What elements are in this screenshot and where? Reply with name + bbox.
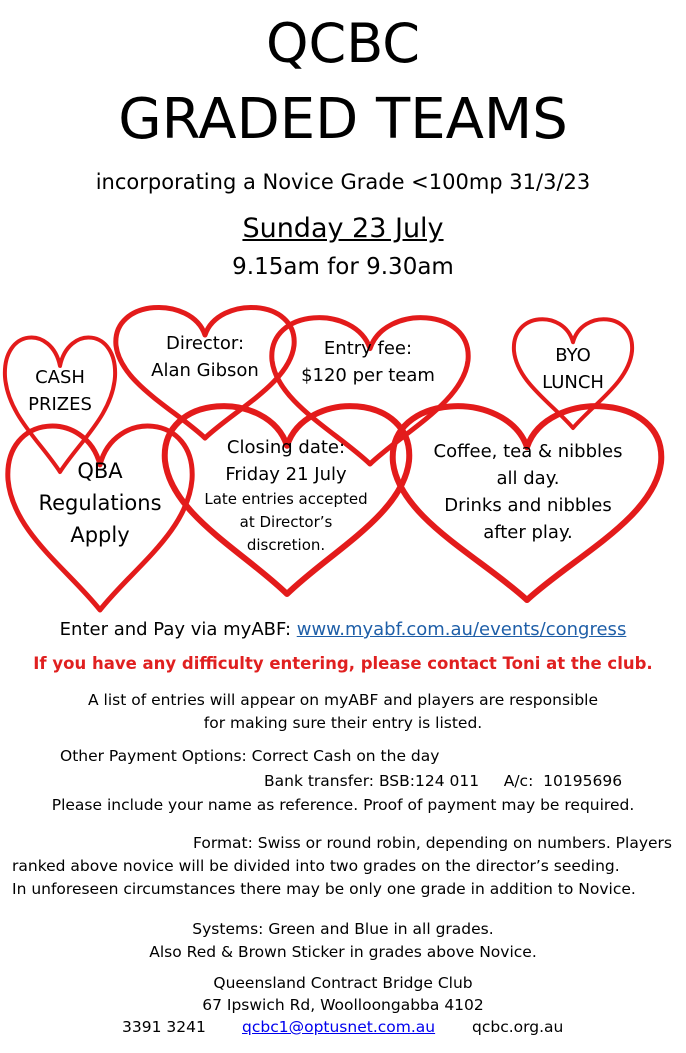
heart-closing-line2: Friday 21 July — [225, 464, 347, 485]
format-line3: In unforeseen circumstances there may be only one grade in addition to Novice. — [12, 880, 636, 898]
event-time: 9.15am for 9.30am — [232, 254, 454, 280]
heart-closing-date — [192, 434, 380, 557]
heart-coffee-line1: Coffee, tea & nibbles — [433, 441, 623, 462]
club-address: 67 Ipswich Rd, Woolloongabba 4102 — [202, 996, 484, 1014]
format-block — [193, 832, 672, 855]
event-date: Sunday 23 July — [242, 213, 444, 244]
heart-director-line1: Director: — [165, 333, 245, 354]
heart-byo-line2: LUNCH — [542, 372, 604, 393]
heart-cash-prizes — [10, 364, 110, 418]
heart-cash-line2: PRIZES — [28, 394, 92, 415]
entries-note-line2: for making sure their entry is listed. — [203, 714, 483, 732]
heart-closing-line5: discretion. — [246, 536, 326, 554]
enter-pay-line — [0, 617, 686, 643]
heart-coffee-line3: Drinks and nibbles — [444, 495, 612, 516]
heart-closing-line4: at Director’s — [239, 513, 333, 531]
heart-coffee — [416, 438, 640, 546]
event-title: GRADED TEAMS — [118, 87, 568, 152]
systems-line1: Systems: Green and Blue in all grades. — [192, 920, 494, 938]
heart-coffee-line2: all day. — [496, 468, 560, 489]
payment-reference: Please include your name as reference. Proof of payment may be required. — [51, 796, 635, 814]
heart-entry-line2: $120 per team — [301, 365, 435, 386]
club-name: Queensland Contract Bridge Club — [213, 974, 473, 992]
club-email-link[interactable]: qcbc1@optusnet.com.au — [242, 1018, 436, 1036]
heart-qba-line1: QBA — [77, 459, 123, 483]
heart-closing-line1: Closing date: — [226, 437, 346, 458]
heart-entry-line1: Entry fee: — [323, 338, 413, 359]
heart-cash-line1: CASH — [35, 367, 85, 388]
heart-byo-lunch — [520, 342, 626, 396]
event-subtitle: incorporating a Novice Grade <100mp 31/3/23 — [95, 170, 591, 194]
heart-qba — [18, 455, 182, 551]
club-website: qcbc.org.au — [472, 1018, 564, 1036]
systems-block — [0, 918, 686, 964]
format-line2: ranked above novice will be divided into two grades on the director’s seeding. — [12, 857, 620, 875]
myabf-link[interactable]: www.myabf.com.au/events/congress — [296, 619, 627, 640]
bank-transfer: Bank transfer: BSB:124 011 A/c: 10195696 — [264, 772, 623, 790]
heart-entry-fee — [282, 335, 454, 389]
difficulty-warning: If you have any difficulty entering, please contact Toni at the club. — [33, 654, 653, 673]
format-line1: Format: Swiss or round robin, depending on numbers. Players — [193, 834, 672, 852]
club-phone: 3391 3241 — [122, 1018, 206, 1036]
entries-note — [0, 689, 686, 735]
heart-closing-line3: Late entries accepted — [204, 490, 368, 508]
heart-director-line2: Alan Gibson — [151, 360, 259, 381]
payment-options: Other Payment Options: Correct Cash on the day — [60, 747, 440, 765]
systems-line2: Also Red & Brown Sticker in grades above Novice. — [149, 943, 537, 961]
enter-pay-label: Enter and Pay via myABF: — [59, 619, 297, 640]
entries-note-line1: A list of entries will appear on myABF and players are responsible — [87, 691, 599, 709]
org-title: QCBC — [265, 12, 420, 75]
heart-coffee-line4: after play. — [483, 522, 573, 543]
heart-qba-line2: Regulations — [38, 491, 162, 515]
heart-director — [130, 330, 280, 384]
heart-byo-line1: BYO — [555, 345, 591, 366]
heart-qba-line3: Apply — [70, 523, 130, 547]
